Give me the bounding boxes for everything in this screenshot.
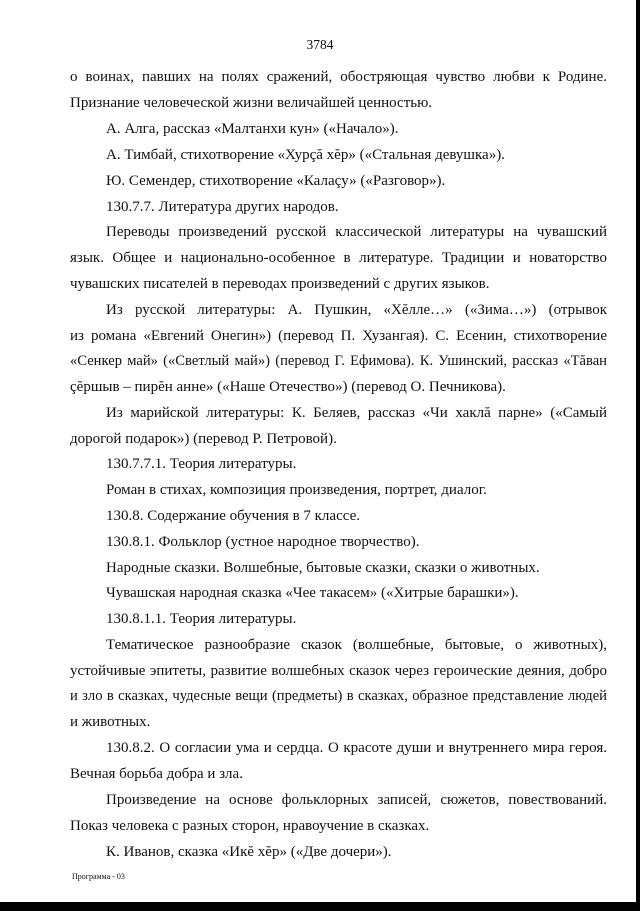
text-line: «Сенкер май» («Светлый май») (перевод Г. Ефимова). К. Ушинский, рассказ «Тăван (70, 353, 607, 369)
text-line: Показ человека с разных сторон, нравоучение в сказках. (70, 818, 430, 834)
text-line: А. Тимбай, стихотворение «Хурçă хĕр» («Стальная девушка»). (106, 147, 505, 163)
text-line: Вечная борьба добра и зла. (70, 766, 243, 782)
section-heading: 130.7.7.1. Теория литературы. (106, 456, 297, 472)
text-line: Из русской литературы: А. Пушкин, «Хĕлле…» («Зима…») (отрывок (106, 302, 607, 318)
section-heading: 130.8.1. Фольклор (устное народное творчество). (106, 534, 420, 550)
text-line: Произведение на основе фольклорных записей, сюжетов, повествований. (106, 792, 607, 808)
text-line: дорогой подарок») (перевод Р. Петровой). (70, 431, 337, 447)
text-line: устойчивые эпитеты, развитие волшебных сказок через героические деяния, добро (70, 663, 607, 679)
section-heading: 130.8.1.1. Теория литературы. (106, 611, 297, 627)
text-line: Признание человеческой жизни величайшей ценностью. (70, 95, 433, 111)
text-line: Из марийской литературы: К. Беляев, рассказ «Чи хаклă парне» («Самый (106, 405, 607, 421)
text-line: 130.8.2. О согласии ума и сердца. О красоте души и внутреннего мира героя. (106, 740, 607, 756)
text-line: и зло в сказках, чудесные вещи (предметы) в сказках, образное представление людей (70, 688, 607, 704)
footer-label: Программа - 03 (72, 872, 125, 881)
page-number: 3784 (306, 37, 334, 52)
text-line: чувашских писателей в переводах произведений с других языков. (70, 276, 490, 292)
text-line: Роман в стихах, композиция произведения, портрет, диалог. (106, 482, 487, 498)
text-line: çĕршыв – пирĕн анне» («Наше Отечество») (перевод О. Печникова). (70, 379, 506, 395)
text-line: из романа «Евгений Онегин») (перевод П. Хузангая). С. Есенин, стихотворение (70, 328, 607, 344)
text-line: Народные сказки. Волшебные, бытовые сказки, сказки о животных. (106, 560, 540, 576)
text-line: о воинах, павших на полях сражений, обостряющая чувство любви к Родине. (70, 69, 607, 85)
text-line: Ю. Семендер, стихотворение «Калаçу» («Разговор»). (106, 173, 446, 189)
scan-edge-bottom (0, 902, 640, 911)
text-line: и животных. (70, 714, 151, 730)
text-line: Тематическое разнообразие сказок (волшебные, бытовые, о животных), (106, 637, 607, 653)
section-heading: 130.8. Содержание обучения в 7 классе. (106, 508, 360, 524)
text-line: Переводы произведений русской классической литературы на чувашский (106, 224, 607, 240)
section-heading: 130.7.7. Литература других народов. (106, 199, 339, 215)
text-line: А. Алга, рассказ «Малтанхи кун» («Начало»). (106, 121, 399, 137)
text-line: Чувашская народная сказка «Чее такасем» («Хитрые барашки»). (106, 585, 519, 601)
text-line: язык. Общее и национально-особенное в литературе. Традиции и новаторство (70, 250, 607, 266)
text-line: К. Иванов, сказка «Икĕ хĕр» («Две дочери»). (106, 844, 392, 860)
